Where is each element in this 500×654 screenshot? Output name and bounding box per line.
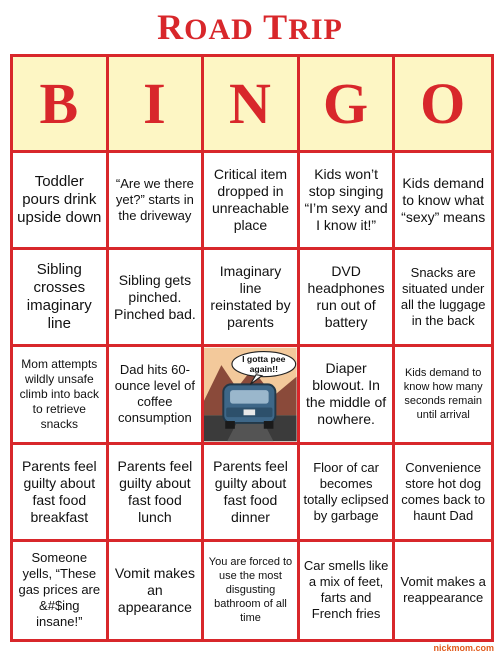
bingo-cell-1[interactable] (13, 153, 109, 250)
bingo-board (10, 54, 494, 642)
cell-text: Kids won’t stop singing “I’m sexy and I know it!” (304, 166, 388, 234)
cell-text: Imaginary line reinstated by parents (210, 263, 291, 331)
free-space[interactable] (204, 347, 300, 444)
car-illustration-icon (204, 347, 297, 443)
cell-text: Toddler pours drink upside down (17, 173, 102, 227)
cell-text: Mom attempts wildly unsafe climb into back to retrieve snacks (19, 356, 99, 431)
header-letter-i: I (109, 57, 205, 150)
cell-text: Kids demand to know how many seconds remain until arrival (403, 367, 483, 422)
title-cap-r: R (157, 7, 185, 47)
header-letter-n: N (204, 57, 300, 150)
cell-text: Convenience store hot dog comes back to haunt Dad (401, 459, 486, 523)
footer-logo[interactable]: nickmom.com (433, 643, 494, 653)
bingo-cell-4[interactable] (300, 153, 396, 250)
bingo-cell-12[interactable] (109, 347, 205, 444)
cell-text: Vomit makes an appearance (114, 564, 195, 615)
cell-text: Parents feel guilty about fast food lunch (117, 457, 193, 525)
cell-text: Sibling crosses imaginary line (26, 261, 92, 333)
bingo-cell-21[interactable] (13, 542, 109, 639)
cell-text: DVD headphones run out of battery (307, 263, 385, 331)
bingo-cell-22[interactable] (109, 542, 205, 639)
bingo-cell-2[interactable] (109, 153, 205, 250)
bingo-cell-24[interactable] (300, 542, 396, 639)
bingo-cell-10[interactable] (395, 250, 491, 347)
title-rest-trip: RIP (288, 13, 343, 46)
header-letter-o: O (420, 71, 467, 136)
bingo-cell-14[interactable] (300, 347, 396, 444)
bingo-cell-20[interactable] (395, 445, 491, 542)
cell-text: You are forced to use the most disgusting bathroom of all time (208, 556, 293, 625)
speech-line-1: I gotta pee (242, 354, 286, 365)
cell-text: Parents feel guilty about fast food dinner (213, 457, 288, 525)
bingo-cell-16[interactable] (13, 445, 109, 542)
cell-text: Parents feel guilty about fast food breakfast (21, 457, 97, 525)
speech-line-2: again!! (249, 363, 279, 374)
cell-text: Critical item dropped in unreachable place (211, 166, 290, 234)
bingo-cell-23[interactable] (204, 542, 300, 639)
bingo-cell-7[interactable] (109, 250, 205, 347)
bingo-cell-25[interactable] (395, 542, 491, 639)
title-rest-road: OAD (184, 13, 254, 46)
cell-text: Someone yells, “These gas prices are &#$ing insane!” (18, 550, 101, 630)
cell-text: Snacks are situated under all the luggage in the back (400, 265, 486, 329)
bingo-cell-17[interactable] (109, 445, 205, 542)
bingo-cell-19[interactable] (300, 445, 396, 542)
cell-text: Kids demand to know what “sexy” means (401, 174, 486, 225)
cell-text: Floor of car becomes totally eclipsed by garbage (303, 459, 389, 523)
cell-text: “Are we there yet?” starts in the driveway (115, 176, 194, 224)
header-letter-g: G (300, 57, 396, 150)
bingo-cell-8[interactable] (204, 250, 300, 347)
bingo-cell-3[interactable] (204, 153, 300, 250)
bingo-header (13, 57, 491, 153)
bingo-cell-6[interactable] (13, 250, 109, 347)
bingo-cell-18[interactable] (204, 445, 300, 542)
header-letter-b: B (13, 57, 109, 150)
bingo-cell-5[interactable] (395, 153, 491, 250)
cell-text: Sibling gets pinched. Pinched bad. (114, 271, 196, 322)
cell-text: Diaper blowout. In the middle of nowhere. (306, 360, 387, 428)
bingo-cell-15[interactable] (395, 347, 491, 444)
bingo-grid (13, 153, 491, 639)
page-title (0, 6, 500, 51)
bingo-cell-9[interactable] (300, 250, 396, 347)
title-cap-t: T (263, 7, 289, 47)
cell-text: Dad hits 60-ounce level of coffee consumption (114, 362, 195, 426)
bingo-cell-11[interactable] (13, 347, 109, 444)
cell-text: Car smells like a mix of feet, farts and French fries (303, 558, 389, 622)
cell-text: Vomit makes a reappearance (400, 574, 486, 606)
